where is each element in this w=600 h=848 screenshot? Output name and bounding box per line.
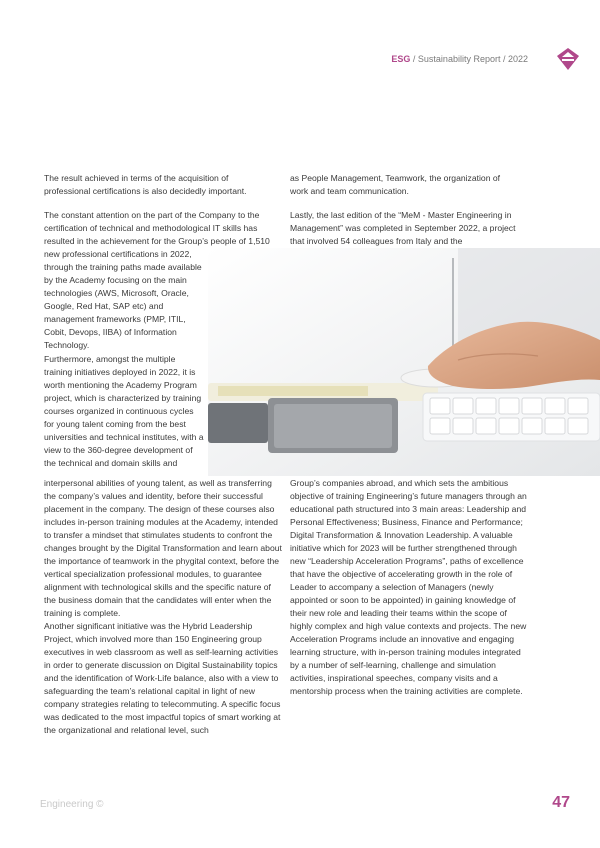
left-paragraph-2a: The constant attention on the part of the Company to the certification of technical and methodological IT skills has resulted in the achievement for the Group’s people of 1,510 xyxy=(44,210,270,246)
left-paragraph-4: Another significant initiative was the Hybrid Leadership Project, which involved more than 150 Engineering group executives in web classroom as well as self-learning activities in order to generate discussion on Digital Sustainability topics and the identification of Work-Life balance, also with a view to safeguarding the team’s relational capital in light of new company strategies relating to telecommuting. A specific focus was dedicated to the most impactful topics of smart working at the organizational and relational level, such xyxy=(44,621,281,735)
left-paragraph-2b: new professional certifications in 2022, through the training paths made available by the Academy focusing on the main technologies (AWS, Microsoft, Oracle, Google, Red Hat, SAP etc) and management frameworks (PMP, ITIL, Cobit, Devops, IIBA) of Information Technology. xyxy=(44,249,202,350)
engineering-logo-icon xyxy=(556,47,580,71)
right-paragraph-2: Lastly, the last edition of the “MeM - Master Engineering in Management” was completed in September 2022, a project that involved 54 colleagues from Italy and the xyxy=(290,210,516,246)
left-paragraph-3a: Furthermore, amongst the multiple training initiatives deployed in 2022, it is worth mentioning the Academy Program project, which is characterized by training courses organized in continuous cycles for young talent coming from the best universities and technical institutes, with a view to the 360-degree development of the technical and domain skills and xyxy=(44,354,204,468)
running-header xyxy=(391,54,528,64)
page-number: 47 xyxy=(552,794,570,811)
esg-label: ESG xyxy=(391,54,411,64)
right-paragraph-1: as People Management, Teamwork, the organization of work and team communication. xyxy=(290,173,501,196)
hand-on-keyboard-image xyxy=(208,248,600,476)
keyboard-photo xyxy=(208,248,600,476)
footer-brand: Engineering © xyxy=(40,799,104,810)
left-paragraph-3b: interpersonal abilities of young talent, as well as transferring the company’s values and identity, before their successful placement in the company. The design of these courses also includes in-person training modules at the Academy, intended to transfer a mindset that stimulates students to confront the changes brought by the Digital Transformation and learn about the importance of teamwork in the phygital context, before the vertical specialization professional modules, to guarantee alignment with technological skills and the specific nature of the business domain that the candidates will enter when the training is complete. xyxy=(44,478,282,618)
report-title: / Sustainability Report / 2022 xyxy=(412,54,528,64)
right-paragraph-3: Group’s companies abroad, and which sets the ambitious objective of training Engineering’s future managers through an educational path structured into 3 main areas: Leadership and Personal Effectiveness; Business, Finance and Performance; Digital Transformation & Innovation Leadership. A valuable initiative which for 2023 will be further strengthened through new “Leadership Acceleration Programs”, paths of excellence that have the objective of accelerating growth in the role of Leader to accompany a selection of Managers (newly appointed or soon to be appointed) in gaining knowledge of their new role and leading their teams within the scope of highly complex and high value contexts and projects. The new Acceleration Programs include an innovative and engaging learning structure, with in-person training modules integrated by a number of self-learning, challenge and simulation activities, inspirational speeches, company visits and a mentorship process when the training activities are complete. xyxy=(290,478,527,696)
left-paragraph-1: The result achieved in terms of the acquisition of professional certifications is also decidedly important. xyxy=(44,173,247,196)
